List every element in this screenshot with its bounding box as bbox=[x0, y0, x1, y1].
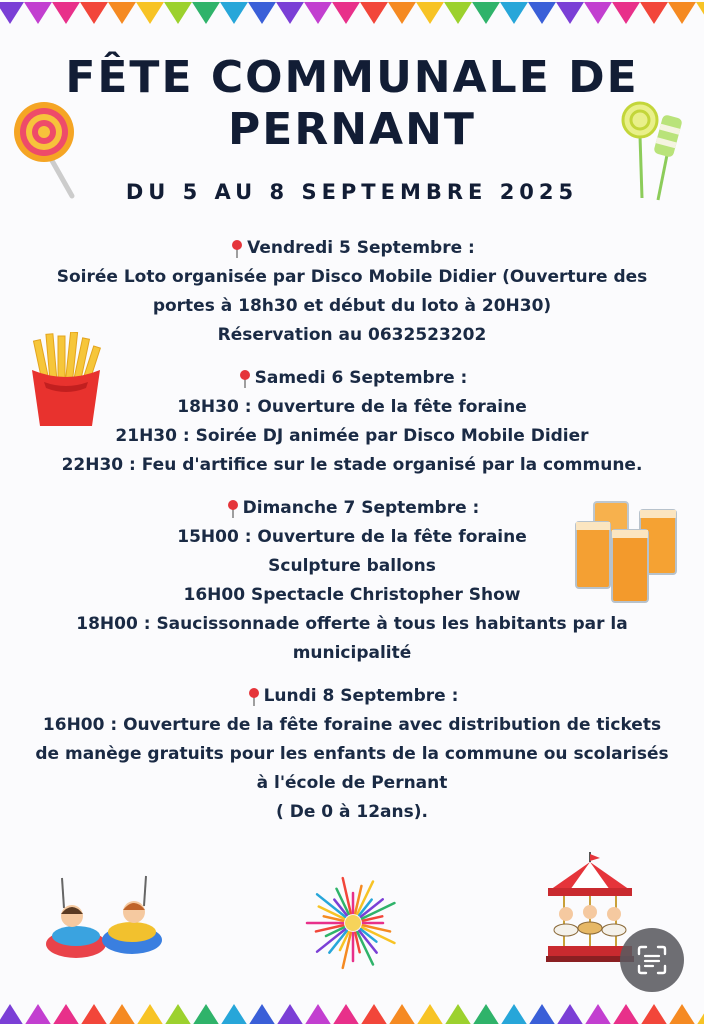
bunting-flag bbox=[52, 2, 80, 24]
candy-sticks-icon bbox=[620, 100, 690, 204]
bunting-flag bbox=[556, 1004, 584, 1024]
day-line: 18H00 : Saucissonnade offerte à tous les habitants par la bbox=[76, 614, 628, 634]
bumper-cars-icon bbox=[42, 872, 166, 964]
day-line: Soirée Loto organisée par Disco Mobile Didier (Ouverture des bbox=[56, 267, 648, 287]
day-saturday bbox=[16, 364, 688, 480]
bunting-flag bbox=[444, 1004, 472, 1024]
program bbox=[16, 234, 688, 841]
day-line: portes à 18h30 et début du loto à 20H30) bbox=[152, 296, 552, 316]
bunting-flag bbox=[416, 1004, 444, 1024]
day-line: 15H00 : Ouverture de la fête foraine bbox=[177, 527, 527, 547]
day-line: 16H00 Spectacle Christopher Show bbox=[183, 585, 521, 605]
round-pushpin-icon bbox=[237, 369, 253, 389]
day-heading: Vendredi 5 Septembre : bbox=[247, 238, 475, 258]
day-line: 22H30 : Feu d'artifice sur le stade organisé par la commune. bbox=[61, 455, 643, 475]
day-heading: Samedi 6 Septembre : bbox=[254, 368, 468, 388]
day-line: municipalité bbox=[292, 643, 412, 663]
bunting-flag bbox=[500, 1004, 528, 1024]
bunting-flag bbox=[192, 2, 220, 24]
bunting-flag bbox=[52, 1004, 80, 1024]
bunting-flag bbox=[164, 1004, 192, 1024]
bunting-flag bbox=[332, 2, 360, 24]
bunting-flag bbox=[668, 2, 696, 24]
title-line-1: FÊTE COMMUNALE DE bbox=[65, 52, 639, 103]
bunting-flag bbox=[696, 1004, 704, 1024]
round-pushpin-icon bbox=[229, 239, 245, 259]
bunting-flag bbox=[248, 1004, 276, 1024]
bunting-flag bbox=[276, 2, 304, 24]
bunting-flag bbox=[388, 2, 416, 24]
day-heading: Dimanche 7 Septembre : bbox=[242, 498, 480, 518]
bunting-flag bbox=[220, 1004, 248, 1024]
bunting-flag bbox=[360, 1004, 388, 1024]
bunting-flag bbox=[192, 1004, 220, 1024]
bunting-flag bbox=[500, 2, 528, 24]
bunting-flag bbox=[80, 1004, 108, 1024]
bunting-flag bbox=[108, 2, 136, 24]
bunting-flag bbox=[108, 1004, 136, 1024]
bunting-flag bbox=[416, 2, 444, 24]
scan-text-icon bbox=[635, 943, 669, 977]
bunting-flag bbox=[696, 2, 704, 24]
round-pushpin-icon bbox=[225, 499, 241, 519]
bunting-flag bbox=[136, 2, 164, 24]
bunting-flag bbox=[556, 2, 584, 24]
poster-dates: DU 5 AU 8 SEPTEMBRE 2025 bbox=[125, 180, 579, 204]
fireworks-icon bbox=[300, 870, 406, 976]
day-line: à l'école de Pernant bbox=[256, 773, 448, 793]
bunting-flag bbox=[584, 2, 612, 24]
bunting-flag bbox=[220, 2, 248, 24]
bunting-flag bbox=[612, 1004, 640, 1024]
title-line-2: PERNANT bbox=[228, 104, 476, 155]
bunting-flag bbox=[332, 1004, 360, 1024]
day-line: 21H30 : Soirée DJ animée par Disco Mobile Didier bbox=[115, 426, 589, 446]
bunting-flag bbox=[640, 1004, 668, 1024]
bunting-flag bbox=[164, 2, 192, 24]
bunting-flag bbox=[80, 2, 108, 24]
bunting-flag bbox=[528, 2, 556, 24]
bunting-flag bbox=[24, 2, 52, 24]
poster-title bbox=[0, 52, 704, 156]
bunting-flag bbox=[24, 1004, 52, 1024]
day-sunday bbox=[16, 494, 688, 668]
bunting-flag bbox=[640, 2, 668, 24]
bunting-flag bbox=[304, 1004, 332, 1024]
bunting-flag bbox=[304, 2, 332, 24]
top-bunting bbox=[0, 0, 704, 40]
day-line: ( De 0 à 12ans). bbox=[276, 802, 428, 822]
bunting-flag bbox=[584, 1004, 612, 1024]
bunting-flag bbox=[360, 2, 388, 24]
day-line: 16H00 : Ouverture de la fête foraine avec distribution de tickets bbox=[42, 715, 662, 735]
bunting-flag bbox=[0, 1004, 24, 1024]
bunting-flag bbox=[248, 2, 276, 24]
day-heading: Lundi 8 Septembre : bbox=[263, 686, 459, 706]
bunting-flag bbox=[528, 1004, 556, 1024]
bunting-flag bbox=[136, 1004, 164, 1024]
scan-text-button[interactable] bbox=[620, 928, 684, 992]
bunting-flag bbox=[444, 2, 472, 24]
bunting-flag bbox=[0, 2, 24, 24]
day-line: Sculpture ballons bbox=[268, 556, 436, 576]
day-monday bbox=[16, 682, 688, 827]
day-friday bbox=[16, 234, 688, 350]
bunting-flag bbox=[276, 1004, 304, 1024]
bunting-flag bbox=[388, 1004, 416, 1024]
bunting-flag bbox=[668, 1004, 696, 1024]
day-line: 18H30 : Ouverture de la fête foraine bbox=[177, 397, 527, 417]
bunting-flag bbox=[472, 1004, 500, 1024]
bunting-flag bbox=[612, 2, 640, 24]
bottom-bunting bbox=[0, 988, 704, 1024]
lollipop-icon bbox=[12, 100, 80, 200]
day-line: de manège gratuits pour les enfants de la commune ou scolarisés bbox=[35, 744, 669, 764]
bunting-flag bbox=[472, 2, 500, 24]
day-line: Réservation au 0632523202 bbox=[217, 325, 487, 345]
round-pushpin-icon bbox=[246, 687, 262, 707]
